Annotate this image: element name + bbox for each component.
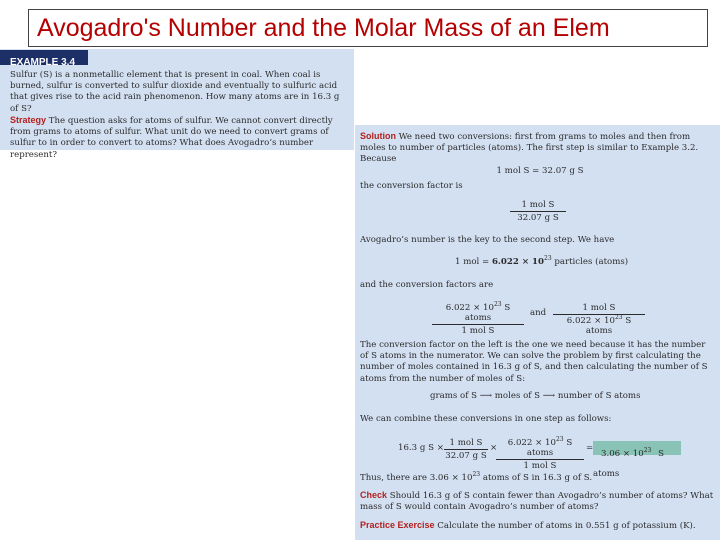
factor3-den-unit: S atoms [585, 316, 632, 336]
practice-text: Calculate the number of atoms in 0.551 g of potassium (K). [437, 521, 696, 531]
factor1-numerator: 1 mol S [510, 200, 566, 212]
and-word: and [530, 308, 547, 318]
practice-paragraph [360, 520, 715, 532]
eq2-exponent: 23 [544, 255, 552, 263]
conclusion-end: atoms of S in 16.3 g of S. [480, 473, 593, 483]
eq2-right: particles (atoms) [551, 257, 629, 267]
practice-label: Practice Exercise [360, 520, 435, 530]
check-label: Check [360, 490, 388, 500]
strategy-label: Strategy [10, 115, 47, 125]
example-header [0, 50, 88, 68]
factor2-denominator: 1 mol S [461, 326, 495, 336]
eq2-left: 1 mol = [455, 257, 492, 267]
calc-factor2-num-unit: S atoms [526, 438, 573, 458]
explanation-text: The conversion factor on the left is the one we need because it has the number of S atoms in the numerator. We can solve the problem by first calculating the number of moles contained in 16.3 g of S, and then calculating the number of S atoms from the number of moles of S: [360, 340, 708, 384]
conclusion-text [360, 473, 592, 484]
conclusion-exponent: 23 [472, 471, 481, 479]
avogadro-text: Avogadro’s number is the key to the second step. We have [360, 235, 615, 245]
calc-factor2-denominator: 1 mol S [523, 461, 557, 471]
factor3-den-exponent: 23 [614, 314, 623, 322]
factor1-denominator: 32.07 g S [517, 213, 559, 223]
example-header-label: EXAMPLE 3.4 [10, 57, 76, 68]
calc-factor-2 [496, 438, 584, 471]
calc-equals: = [586, 443, 594, 453]
solution-label: Solution [360, 131, 396, 141]
strategy-text: The question asks for atoms of sulfur. We cannot convert directly from grams to atoms of sulfur. What unit do we need to convert grams of sulfur to in order to convert to atoms? What does Avogadro’s number represent? [10, 116, 333, 160]
calc-times: × [490, 443, 498, 453]
check-paragraph [360, 490, 715, 513]
solution-intro [360, 131, 715, 166]
eq2-number: 6.022 × 10 [491, 257, 544, 267]
conversion-factor-1 [510, 200, 566, 223]
conclusion-start: Thus, there are 3.06 × 10 [360, 473, 473, 483]
factor3-numerator: 1 mol S [553, 303, 645, 315]
factor3-den-base: 6.022 × 10 [566, 316, 615, 326]
check-text: Should 16.3 g of S contain fewer than Avogadro’s number of atoms? What mass of S would contain Avogadro’s number of atoms? [360, 491, 714, 513]
calc-factor1-denominator: 32.07 g S [445, 451, 487, 461]
combine-text: We can combine these conversions in one step as follows: [360, 414, 612, 424]
factor2-numerator [432, 303, 524, 325]
factor-intro: the conversion factor is [360, 181, 463, 191]
factor2-num-unit: S atoms [464, 303, 511, 323]
conversion-factor-2 [432, 303, 524, 336]
slide-title-box [28, 9, 708, 47]
result-unit: S atoms [593, 449, 664, 479]
strategy-paragraph [10, 115, 352, 161]
calc-factor-1 [444, 438, 488, 461]
conversion-factor-3 [553, 303, 645, 336]
calc-factor2-numerator [496, 438, 584, 460]
calc-factor2-num-exponent: 23 [555, 436, 564, 444]
factor2-num-base: 6.022 × 10 [445, 303, 494, 313]
calc-start: 16.3 g S × [398, 443, 444, 453]
calc-factor1-numerator: 1 mol S [444, 438, 488, 450]
factor2-num-exponent: 23 [493, 301, 502, 309]
problem-text: Sulfur (S) is a nonmetallic element that is present in coal. When coal is burned, sulfur is converted to sulfur dioxide and eventually to sulfuric acid that gives rise to the acid rain phenomenon. How many atoms are in 16.3 g of S? [10, 70, 340, 114]
result-base: 3.06 × 10 [601, 449, 644, 459]
result-exponent: 23 [643, 447, 652, 455]
factor3-denominator [553, 315, 645, 336]
equation-mol-s: 1 mol S = 32.07 g S [496, 166, 584, 176]
slide-title: Avogadro's Number and the Molar Mass of an Elem [37, 14, 610, 42]
equation-avogadro [455, 257, 628, 268]
calc-factor2-num-base: 6.022 × 10 [507, 438, 556, 448]
solution-intro-text: We need two conversions: first from grams to moles and then from moles to number of particles (atoms). The first step is similar to Example 3.2. Because [360, 132, 699, 165]
conversion-flow: grams of S ⟶ moles of S ⟶ number of S atoms [430, 391, 641, 401]
factors-intro: and the conversion factors are [360, 280, 494, 290]
result-box [593, 441, 681, 479]
